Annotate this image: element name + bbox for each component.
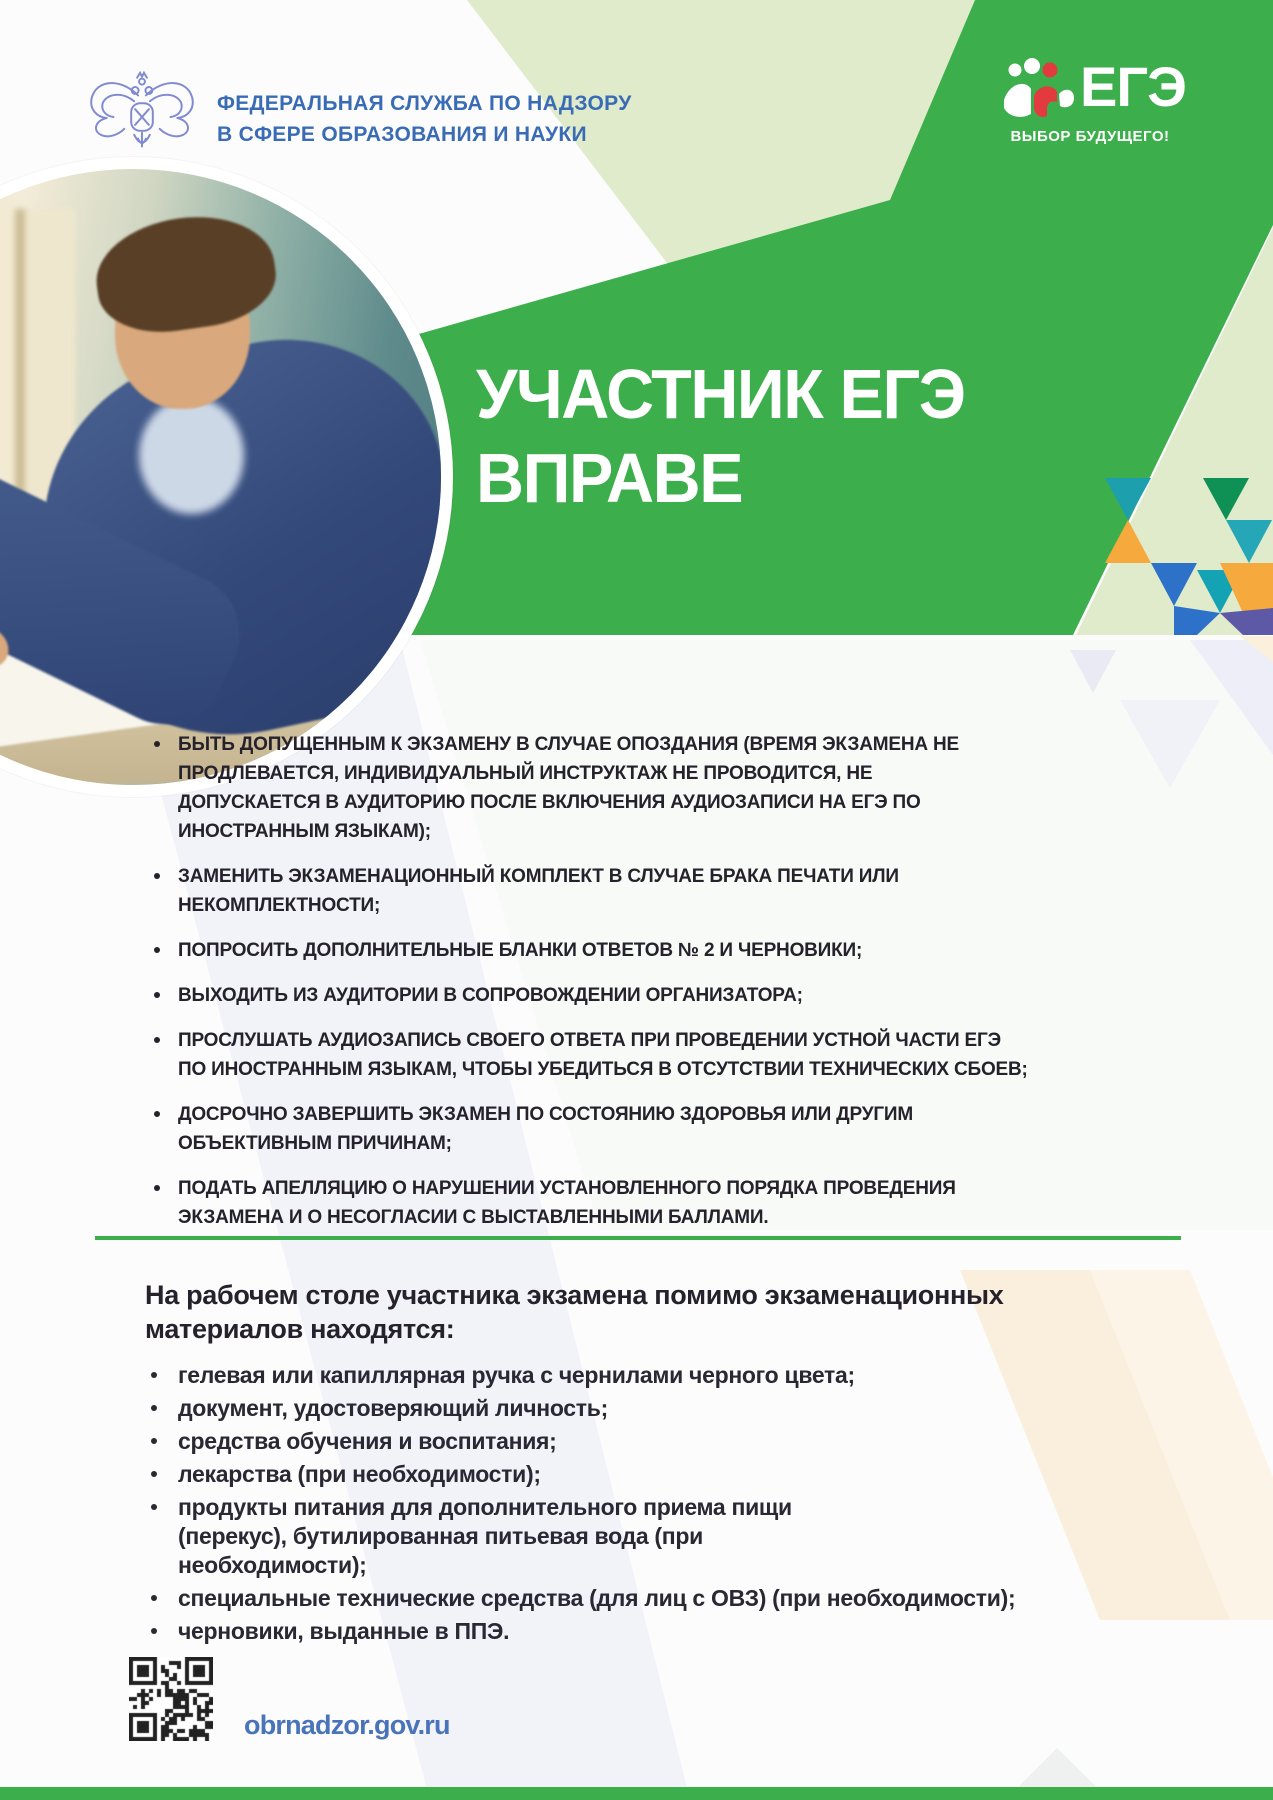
agency-name-line1: ФЕДЕРАЛЬНАЯ СЛУЖБА ПО НАДЗОРУ — [217, 92, 632, 115]
section-divider — [95, 1236, 1181, 1240]
desk-item: гелевая или капиллярная ручка с чернилами черного цвета; — [148, 1361, 1068, 1390]
rights-item: ПРОСЛУШАТЬ АУДИОЗАПИСЬ СВОЕГО ОТВЕТА ПРИ ПРОВЕДЕНИИ УСТНОЙ ЧАСТИ ЕГЭ ПО ИНОСТРАННЫМ ЯЗЫКАМ, ЧТОБЫ УБЕДИТЬСЯ В ОТСУТСТВИИ ТЕХНИЧЕСКИХ СБОЕВ; — [152, 1026, 1032, 1084]
desk-section-heading: На рабочем столе участника экзамена помимо экзаменационных материалов находятся: — [145, 1280, 1004, 1344]
student-shirt — [139, 397, 244, 514]
desk-item: документ, удостоверяющий личность; — [148, 1394, 1068, 1423]
bottom-green-bar — [0, 1787, 1273, 1800]
student-hair — [89, 206, 281, 341]
website-link[interactable]: obrnadzor.gov.ru — [244, 1710, 450, 1740]
rights-item: ДОСРОЧНО ЗАВЕРШИТЬ ЭКЗАМЕН ПО СОСТОЯНИЮ ЗДОРОВЬЯ ИЛИ ДРУГИМ ОБЪЕКТИВНЫМ ПРИЧИНАМ; — [152, 1100, 978, 1158]
rights-item: ЗАМЕНИТЬ ЭКЗАМЕНАЦИОННЫЙ КОМПЛЕКТ В СЛУЧАЕ БРАКА ПЕЧАТИ ИЛИ НЕКОМПЛЕКТНОСТИ; — [152, 862, 978, 920]
ege-tagline: ВЫБОР БУДУЩЕГО! — [1010, 128, 1170, 145]
agency-name-line2: В СФЕРЕ ОБРАЗОВАНИЯ И НАУКИ — [217, 123, 587, 146]
rights-list — [152, 730, 1032, 1248]
desk-item: продукты питания для дополнительного приема пищи (перекус), бутилированная питьевая вода (при необходимости); — [148, 1493, 858, 1580]
rights-item: ПОПРОСИТЬ ДОПОЛНИТЕЛЬНЫЕ БЛАНКИ ОТВЕТОВ № 2 И ЧЕРНОВИКИ; — [152, 936, 978, 965]
rights-item: ВЫХОДИТЬ ИЗ АУДИТОРИИ В СОПРОВОЖДЕНИИ ОРГАНИЗАТОРА; — [152, 981, 978, 1010]
page-title-line2: ВПРАВЕ — [476, 439, 743, 517]
rosobrnadzor-emblem — [83, 66, 201, 172]
page-title-line1: УЧАСТНИК ЕГЭ — [476, 355, 965, 433]
ege-people-icon — [1002, 58, 1076, 120]
rights-item: БЫТЬ ДОПУЩЕННЫМ К ЭКЗАМЕНУ В СЛУЧАЕ ОПОЗДАНИЯ (ВРЕМЯ ЭКЗАМЕНА НЕ ПРОДЛЕВАЕТСЯ, ИНДИВИДУАЛЬНЫЙ ИНСТРУКТАЖ НЕ ПРОВОДИТСЯ, НЕ ДОПУСКАЕТСЯ В АУДИТОРИЮ ПОСЛЕ ВКЛЮЧЕНИЯ АУДИОЗАПИСИ НА ЕГЭ ПО ИНОСТРАННЫМ ЯЗЫКАМ); — [152, 730, 978, 846]
page-title — [476, 352, 965, 520]
rights-item: ПОДАТЬ АПЕЛЛЯЦИЮ О НАРУШЕНИИ УСТАНОВЛЕННОГО ПОРЯДКА ПРОВЕДЕНИЯ ЭКЗАМЕНА И О НЕСОГЛАСИИ С ВЫСТАВЛЕННЫМИ БАЛЛАМИ. — [152, 1174, 978, 1232]
agency-name — [217, 88, 632, 150]
desk-item: лекарства (при необходимости); — [148, 1460, 1068, 1489]
desk-item: средства обучения и воспитания; — [148, 1427, 1068, 1456]
desk-item: специальные технические средства (для лиц с ОВЗ) (при необходимости); — [148, 1584, 1068, 1613]
desk-list — [148, 1361, 1068, 1650]
desk-item: черновики, выданные в ППЭ. — [148, 1617, 1068, 1646]
qr-code — [129, 1657, 213, 1741]
ege-logo-text: ЕГЭ — [1080, 55, 1186, 118]
